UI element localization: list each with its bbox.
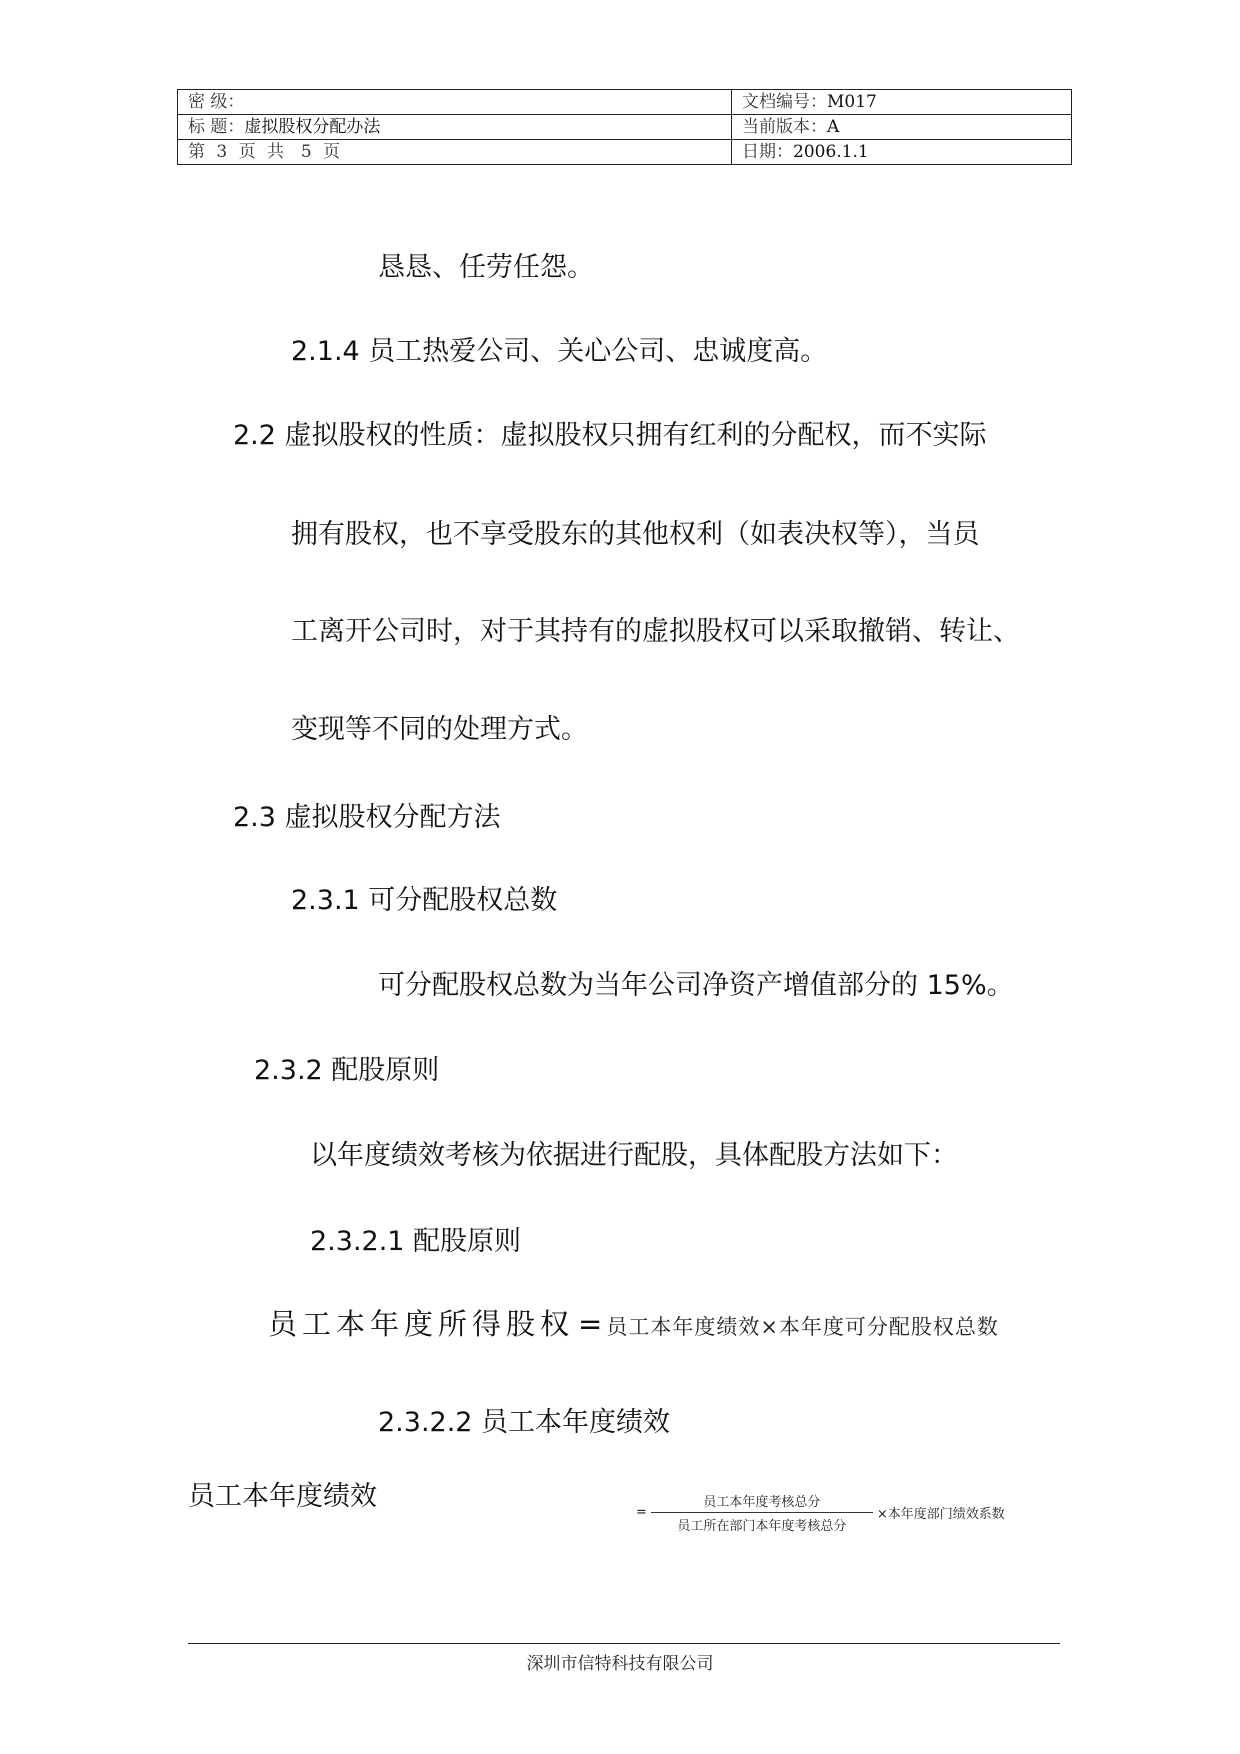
date-value: 2006.1.1 <box>793 142 869 162</box>
section-2-3-1-heading: 2.3.1 可分配股权总数 <box>291 885 558 916</box>
section-2-3-1-text: 可分配股权总数为当年公司净资产增值部分的 15%。 <box>378 970 1014 1001</box>
page-current: 3 <box>216 142 234 162</box>
section-2-3-heading: 2.3 虚拟股权分配方法 <box>233 802 501 833</box>
title-label: 标 题： <box>188 117 245 137</box>
section-2-3-2-heading: 2.3.2 配股原则 <box>254 1055 440 1086</box>
formula1-rhs: 员工本年度绩效×本年度可分配股权总数 <box>606 1315 999 1339</box>
formula1-equals: = <box>578 1307 603 1341</box>
formula2-times-term: ×本年度部门绩效系数 <box>876 1507 1005 1522</box>
formula1-lhs: 员工本年度所得股权 <box>268 1307 575 1341</box>
secret-level-label: 密 级： <box>188 92 245 112</box>
page-unit: 页 <box>238 142 262 162</box>
page-suffix: 页 <box>323 142 341 162</box>
doc-number-cell <box>732 90 1072 115</box>
page-info-cell <box>178 140 732 165</box>
version-value: A <box>827 117 840 137</box>
document-header-table <box>177 89 1072 165</box>
header-row <box>178 115 1072 140</box>
section-2-2-line-4: 变现等不同的处理方式。 <box>291 714 588 745</box>
version-label: 当前版本： <box>742 117 827 137</box>
formula2-denominator: 员工所在部门本年度考核总分 <box>677 1519 847 1534</box>
paragraph-continuation: 恳恳、任劳任怨。 <box>378 252 594 283</box>
footer-divider <box>188 1643 1060 1644</box>
formula2-fraction <box>651 1491 873 1534</box>
version-cell <box>732 115 1072 140</box>
title-value: 虚拟股权分配办法 <box>244 117 381 137</box>
section-2-1-4: 2.1.4 员工热爱公司、关心公司、忠诚度高。 <box>291 336 828 367</box>
page-prefix: 第 <box>188 142 211 162</box>
formula2-equals: = <box>636 1505 647 1520</box>
formula2-lhs: 员工本年度绩效 <box>188 1481 377 1512</box>
date-cell <box>732 140 1072 165</box>
formula2-numerator: 员工本年度考核总分 <box>703 1495 821 1510</box>
page-total: 5 <box>300 142 318 162</box>
section-2-2-line-3: 工离开公司时，对于其持有的虚拟股权可以采取撤销、转让、 <box>291 616 1020 647</box>
title-cell <box>178 115 732 140</box>
performance-formula <box>636 1491 1005 1534</box>
secret-level-cell <box>178 90 732 115</box>
share-allocation-formula <box>268 1302 999 1343</box>
date-label: 日期： <box>742 142 793 162</box>
section-2-3-2-2-heading: 2.3.2.2 员工本年度绩效 <box>378 1407 671 1438</box>
header-row <box>178 90 1072 115</box>
page-total-word: 共 <box>267 142 291 162</box>
section-2-2-line-1: 2.2 虚拟股权的性质：虚拟股权只拥有红利的分配权，而不实际 <box>233 420 987 451</box>
doc-number-value: M017 <box>827 92 877 112</box>
section-2-2-line-2: 拥有股权，也不享受股东的其他权利（如表决权等），当员 <box>291 519 980 550</box>
section-2-3-2-text: 以年度绩效考核为依据进行配股，具体配股方法如下： <box>310 1140 958 1171</box>
footer-company: 深圳市信特科技有限公司 <box>526 1654 714 1674</box>
section-2-3-2-1-heading: 2.3.2.1 配股原则 <box>310 1226 522 1257</box>
doc-number-label: 文档编号： <box>742 92 827 112</box>
header-row <box>178 140 1072 165</box>
